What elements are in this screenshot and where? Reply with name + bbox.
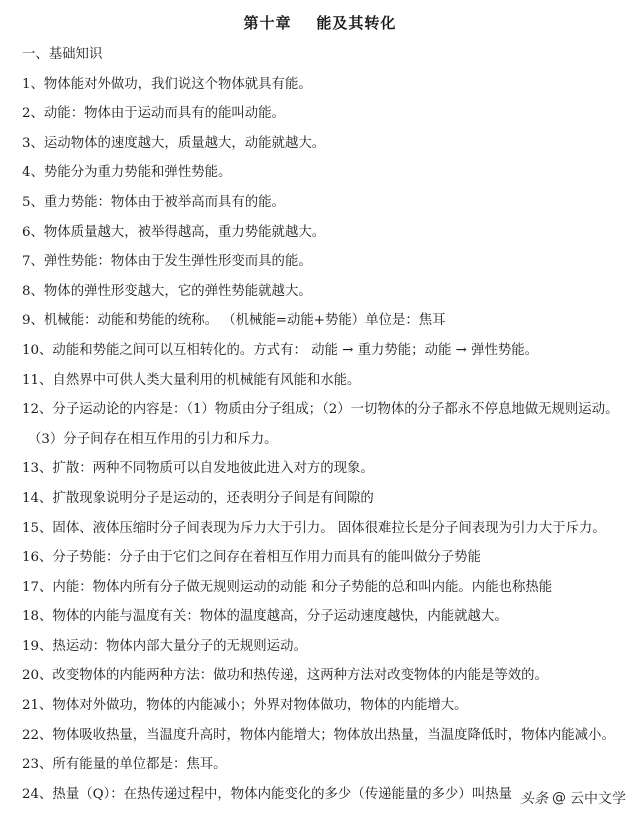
chapter-title: 第十章 能及其转化 [243,14,397,32]
text-line: 3、运动物体的速度越大，质量越大，动能就越大。 [22,135,326,151]
text-line: 8、物体的弹性形变越大，它的弹性势能就越大。 [22,283,312,299]
text-line: 5、重力势能：物体由于被举高而具有的能。 [22,194,285,210]
text-line: 22、物体吸收热量，当温度升高时，物体内能增大；物体放出热量，当温度降低时，物体内能减小。 [22,727,615,743]
text-line: 4、势能分为重力势能和弹性势能。 [22,165,232,181]
text-line: 9、机械能：动能和势能的统称。 （机械能=动能+势能）单位是：焦耳 [22,313,446,329]
text-line: 19、热运动：物体内部大量分子的无规则运动。 [22,638,307,654]
section-heading: 一、基础知识 [22,47,103,62]
text-line: 17、内能：物体内所有分子做无规则运动的动能 和分子势能的总和叫内能。内能也称热能 [22,579,553,595]
text-line: 10、动能和势能之间可以互相转化的。方式有： 动能 → 重力势能；动能 → 弹性势能。 [22,342,539,358]
watermark [518,787,628,809]
text-line: 18、物体的内能与温度有关：物体的温度越高，分子运动速度越快，内能就越大。 [22,609,508,625]
text-line: 16、分子势能：分子由于它们之间存在着相互作用力而具有的能叫做分子势能 [22,550,481,566]
text-line: 1、物体能对外做功，我们说这个物体就具有能。 [22,76,312,92]
text-line: 13、扩散：两种不同物质可以自发地彼此进入对方的现象。 [22,461,374,477]
text-line: 6、物体质量越大，被举得越高，重力势能就越大。 [22,224,326,240]
text-line: 11、自然界中可供人类大量利用的机械能有风能和水能。 [22,372,361,388]
text-line: 20、改变物体的内能两种方法：做功和热传递，这两种方法对改变物体的内能是等效的。 [22,668,548,684]
watermark-author: 云中文学 [570,791,626,807]
text-line: 7、弹性势能：物体由于发生弹性形变而具的能。 [22,254,312,270]
text-line: 2、动能：物体由于运动而具有的能叫动能。 [22,106,285,122]
text-line: 12、分子运动论的内容是：（1）物质由分子组成；（2）一切物体的分子都永不停息地做无规则运动。 [22,402,619,418]
text-line: 14、扩散现象说明分子是运动的，还表明分子间是有间隙的 [22,490,374,506]
watermark-brand: 头条 [520,791,548,807]
text-line: 23、所有能量的单位都是：焦耳。 [22,757,227,773]
text-line: 24、热量（Q）：在热传递过程中，物体内能变化的多少（传递能量的多少）叫热量 [22,786,512,802]
text-line: （3）分子间存在相互作用的引力和斥力。 [28,431,278,447]
body-text [22,45,638,814]
watermark-at: @ [552,790,566,806]
text-line: 21、物体对外做功，物体的内能减小；外界对物体做功，物体的内能增大。 [22,698,468,714]
text-line: 15、固体、液体压缩时分子间表现为斥力大于引力。 固体很难拉长是分子间表现为引力大于斥力。 [22,520,606,536]
